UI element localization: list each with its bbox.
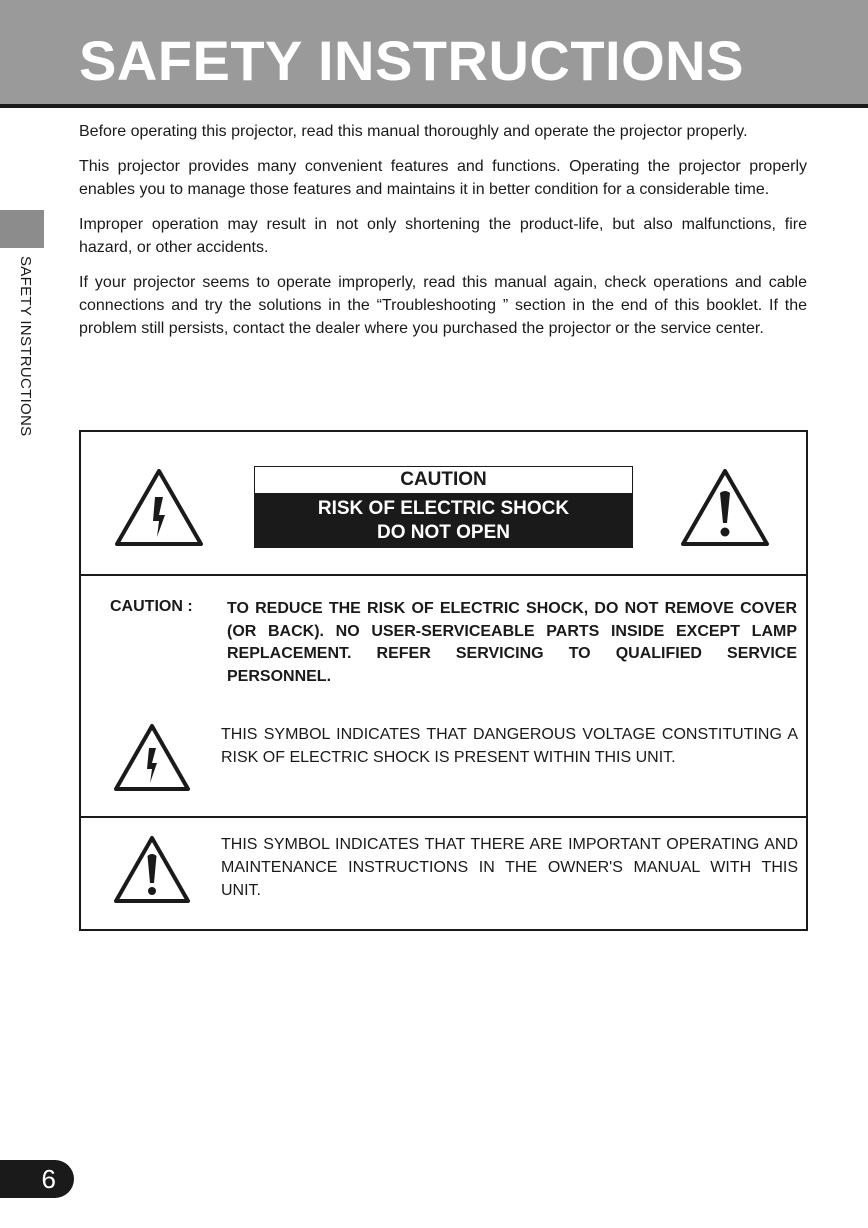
label-title: CAUTION [400, 469, 487, 490]
caution-label-section [81, 432, 806, 576]
exclamation-warning-icon [679, 467, 771, 547]
label-line-2: DO NOT OPEN [376, 522, 510, 543]
caution-label: CAUTION : [110, 598, 193, 615]
caution-statement: TO REDUCE THE RISK OF ELECTRIC SHOCK, DO NOT REMOVE COVER (OR BACK). NO USER-SERVICEABLE PARTS INSIDE EXCEPT LAMP REPLACEMENT. REFER SERVICING TO QUALIFIED SERVICE PERSONNEL. [227, 600, 797, 685]
voltage-symbol-section [81, 706, 806, 818]
intro-paragraph: This projector provides many convenient features and functions. Operating the projector properly enables you to manage those features and maintains it in better condition for a considerable time. [79, 158, 807, 198]
exclamation-warning-icon [112, 834, 192, 904]
intro-paragraph: If your projector seems to operate improperly, read this manual again, check operations and cable connections and try the solutions in the “Troubleshooting ” section in the end of this booklet. If the problem still persists, contact the dealer where you purchased the projector or the service center. [79, 274, 807, 337]
page-header [0, 0, 868, 108]
intro-paragraph: Before operating this projector, read this manual thoroughly and operate the projector properly. [79, 123, 748, 140]
lightning-warning-icon [112, 722, 192, 792]
exclamation-symbol-section [81, 818, 806, 929]
intro-text [79, 120, 807, 352]
side-section-label: SAFETY INSTRUCTIONS [17, 256, 34, 437]
page-number: 6 [0, 1160, 74, 1198]
voltage-symbol-text: THIS SYMBOL INDICATES THAT DANGEROUS VOLTAGE CONSTITUTING A RISK OF ELECTRIC SHOCK IS PRESENT WITHIN THIS UNIT. [221, 726, 798, 766]
page-title: SAFETY INSTRUCTIONS [79, 29, 744, 92]
caution-box [79, 430, 808, 931]
caution-statement-section [81, 576, 806, 706]
lightning-warning-icon [113, 467, 205, 547]
label-warning [255, 493, 632, 547]
caution-label-plate [254, 466, 633, 548]
intro-paragraph: Improper operation may result in not only shortening the product-life, but also malfunctions, fire hazard, or other accidents. [79, 216, 807, 256]
exclamation-symbol-text: THIS SYMBOL INDICATES THAT THERE ARE IMPORTANT OPERATING AND MAINTENANCE INSTRUCTIONS IN THE OWNER'S MANUAL WITH THIS UNIT. [221, 836, 798, 899]
side-tab-marker [0, 210, 44, 248]
label-line-1: RISK OF ELECTRIC SHOCK [317, 498, 570, 519]
